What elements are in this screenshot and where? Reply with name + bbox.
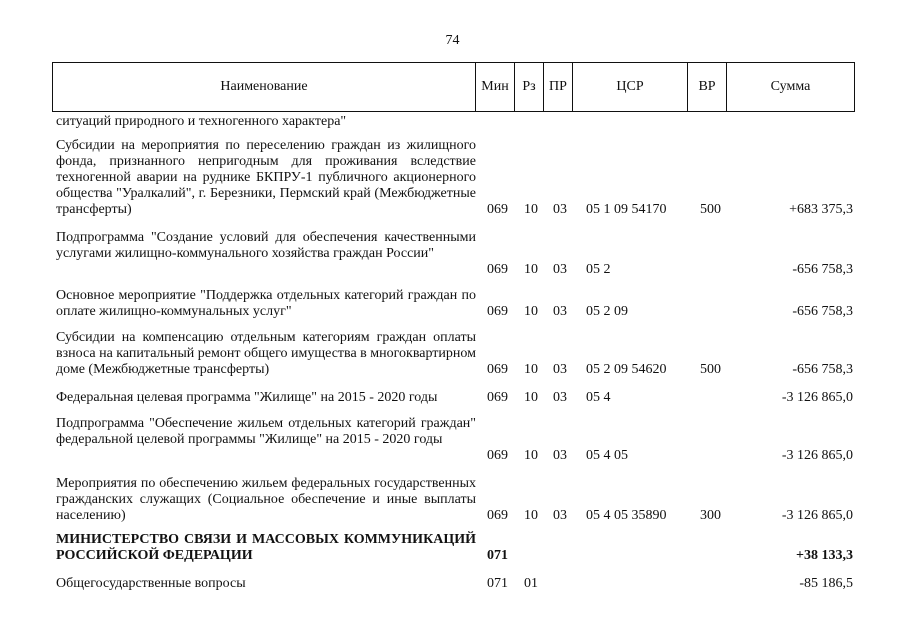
row-name: Субсидии на мероприятия по переселению граждан из жилищного фонда, признанного непригодным для проживания вследствие техногенной аварии на руднике БКПРУ-1 публичного акционерного общества "Уралкалий", г. Березники, Пермский край (Межбюджетные трансферты) [56,138,476,217]
table-row [0,288,905,320]
row-rz: 10 [524,262,538,277]
row-name: МИНИСТЕРСТВО СВЯЗИ И МАССОВЫХ КОММУНИКАЦИЙ РОССИЙСКОЙ ФЕДЕРАЦИИ [56,532,476,563]
table-header [52,62,855,112]
row-min: 069 [487,508,508,523]
header-min: Мин [476,63,515,112]
table-row [0,476,905,524]
row-vr: 300 [700,508,721,523]
row-sum: +38 133,3 [796,548,853,563]
row-name: Основное мероприятие "Поддержка отдельных категорий граждан по оплате жилищно-коммунальных услуг" [56,288,476,319]
row-pr: 03 [553,390,567,405]
row-csr: 05 4 [586,390,611,405]
row-rz: 10 [524,508,538,523]
row-csr: 05 1 09 54170 [586,202,667,217]
row-name: Подпрограмма "Создание условий для обеспечения качественными услугами жилищно-коммунального хозяйства граждан России" [56,230,476,261]
table-row [0,532,905,564]
header-sum: Сумма [727,63,855,112]
row-rz: 10 [524,362,538,377]
table-row [0,230,905,278]
row-name: ситуаций природного и техногенного характера" [56,114,347,129]
row-csr: 05 2 [586,262,611,277]
row-name: Федеральная целевая программа "Жилище" на 2015 - 2020 годы [56,390,438,405]
row-sum: -656 758,3 [792,262,853,277]
row-pr: 03 [553,262,567,277]
table-row [0,390,905,406]
row-pr: 03 [553,508,567,523]
table-row [0,576,905,592]
header-pr: ПР [544,63,573,112]
row-rz: 01 [524,576,538,591]
row-pr: 03 [553,448,567,463]
row-min: 069 [487,304,508,319]
table-row [0,416,905,464]
row-pr: 03 [553,304,567,319]
row-min: 069 [487,262,508,277]
row-sum: -3 126 865,0 [781,390,853,405]
row-csr: 05 2 09 54620 [586,362,667,377]
table-row [0,114,905,130]
row-pr: 03 [553,202,567,217]
row-sum: -85 186,5 [799,576,853,591]
table-row [0,330,905,378]
row-min: 071 [487,576,508,591]
row-sum: +683 375,3 [789,202,853,217]
row-rz: 10 [524,448,538,463]
row-csr: 05 2 09 [586,304,628,319]
row-csr: 05 4 05 [586,448,628,463]
row-rz: 10 [524,202,538,217]
row-name: Мероприятия по обеспечению жильем федеральных государственных гражданских служащих (Социальное обеспечение и иные выплаты населению) [56,476,476,523]
row-min: 069 [487,202,508,217]
row-min: 069 [487,362,508,377]
row-min: 069 [487,448,508,463]
row-sum: -3 126 865,0 [781,448,853,463]
row-name: Общегосударственные вопросы [56,576,246,591]
table-row [0,138,905,220]
row-rz: 10 [524,304,538,319]
row-sum: -656 758,3 [792,362,853,377]
row-vr: 500 [700,202,721,217]
row-csr: 05 4 05 35890 [586,508,667,523]
row-min: 071 [487,548,508,563]
header-rz: Рз [515,63,544,112]
row-rz: 10 [524,390,538,405]
row-name: Субсидии на компенсацию отдельным категориям граждан оплаты взноса на капитальный ремонт общего имущества в многоквартирном доме (Межбюджетные трансферты) [56,330,476,377]
header-vr: ВР [688,63,727,112]
row-name: Подпрограмма "Обеспечение жильем отдельных категорий граждан" федеральной целевой программы "Жилище" на 2015 - 2020 годы [56,416,476,447]
header-csr: ЦСР [573,63,688,112]
row-vr: 500 [700,362,721,377]
row-sum: -656 758,3 [792,304,853,319]
row-pr: 03 [553,362,567,377]
row-min: 069 [487,390,508,405]
page-number: 74 [445,33,460,48]
header-name: Наименование [53,63,476,112]
row-sum: -3 126 865,0 [781,508,853,523]
